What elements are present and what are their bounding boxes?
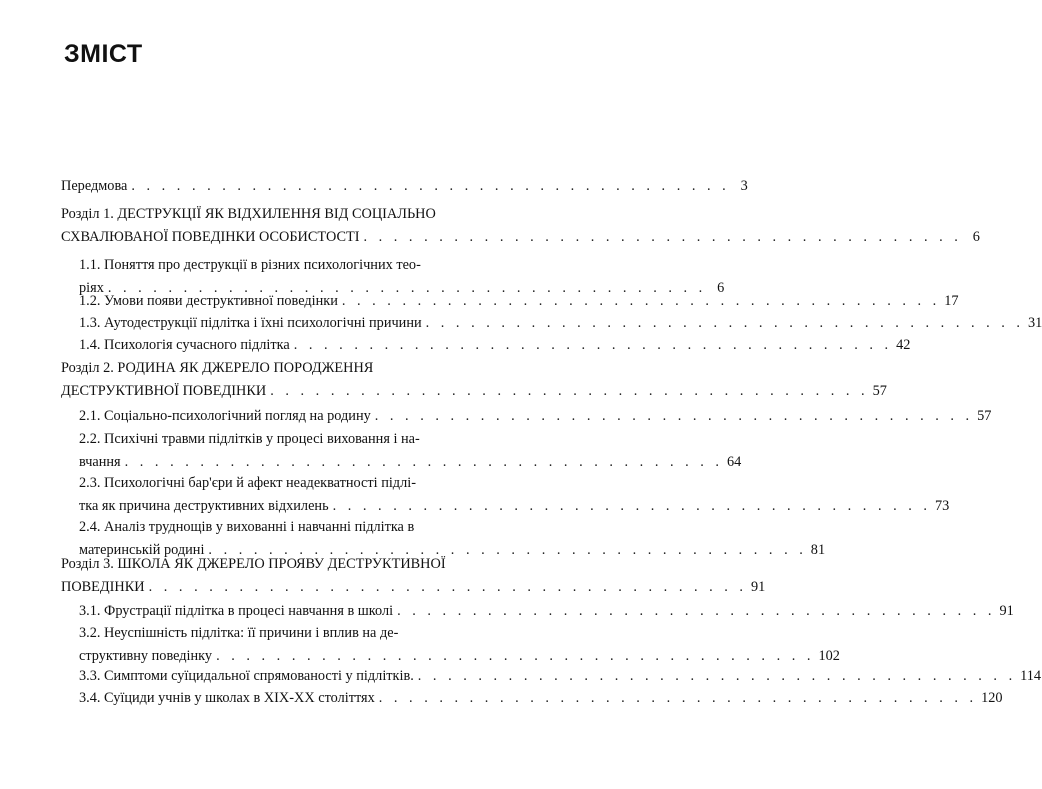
toc-page-number: 42 — [896, 337, 911, 353]
toc-entry-text: Розділ 2. РОДИНА ЯК ДЖЕРЕЛО ПОРОДЖЕННЯ — [61, 360, 374, 376]
toc-entry-text: 2.3. Психологічні бар'єри й афект неадекватності підлі- — [79, 475, 416, 491]
toc-page-number: 81 — [810, 541, 826, 558]
dot-leader: . . . . . . . . . . . . . . . . . . . . . . . . . . . . . . . . . . . . . . . . — [216, 647, 815, 664]
toc-page-number: 3 — [740, 178, 748, 194]
dot-leader: . . . . . . . . . . . . . . . . . . . . . . . . . . . . . . . . . . . . . . . . — [131, 178, 730, 194]
dot-leader: . . . . . . . . . . . . . . . . . . . . . . . . . . . . . . . . . . . . . . . . — [124, 453, 723, 470]
toc-entry-text: ПОВЕДІНКИ — [61, 578, 145, 595]
toc-entry-2-2[interactable] — [79, 428, 742, 473]
toc-entry-text: 1.3. Аутодеструкції підлітка і їхні психологічні причини — [79, 315, 422, 331]
toc-entry-text: тка як причина деструктивних відхилень — [79, 497, 329, 514]
toc-page-number: 57 — [977, 408, 992, 424]
toc-entry-text: 3.1. Фрустрації підлітка в процесі навчання в школі — [79, 603, 394, 619]
page-title: ЗМІСТ — [64, 40, 143, 68]
dot-leader: . . . . . . . . . . . . . . . . . . . . . . . . . . . . . . . . . . . . . . . . — [293, 337, 893, 353]
toc-page-number: 114 — [1020, 668, 1042, 684]
toc-page-number: 102 — [818, 647, 840, 664]
toc-entry-text: ріях — [79, 279, 104, 296]
dot-leader: . . . . . . . . . . . . . . . . . . . . . . . . . . . . . . . . . . . . . . . . — [425, 315, 1024, 331]
toc-page-number: 31 — [1028, 315, 1042, 331]
toc-entry-text: 2.4. Аналіз труднощів у вихованні і навчанні підлітка в — [79, 519, 415, 535]
toc-entry-section-1[interactable] — [61, 203, 980, 248]
toc-entry-section-3[interactable] — [61, 553, 766, 598]
toc-entry-2-1[interactable] — [79, 405, 992, 428]
toc-page-number: 91 — [999, 603, 1014, 619]
toc-entry-text: Розділ 3. ШКОЛА ЯК ДЖЕРЕЛО ПРОЯВУ ДЕСТРУКТИВНОЇ — [61, 556, 446, 572]
toc-entry-text: 2.2. Психічні травми підлітків у процесі виховання і на- — [79, 431, 420, 447]
toc-entry-text: материнській родині — [79, 541, 205, 558]
toc-entry-1-2[interactable] — [79, 290, 959, 313]
toc-page-number: 91 — [751, 578, 766, 595]
toc-entry-1-4[interactable] — [79, 334, 911, 357]
toc-page-number: 120 — [981, 690, 1003, 706]
toc-entry-3-4[interactable] — [79, 687, 1003, 710]
toc-entry-2-3[interactable] — [79, 472, 950, 517]
toc-entry-text: вчання — [79, 453, 121, 470]
dot-leader: . . . . . . . . . . . . . . . . . . . . . . . . . . . . . . . . . . . . . . . . — [341, 293, 941, 309]
toc-entry-text: 3.2. Неуспішність підлітка: її причини і вплив на де- — [79, 625, 399, 641]
toc-entry-text: 2.1. Соціально-психологічний погляд на родину — [79, 408, 371, 424]
toc-entry-text: СХВАЛЮВАНОЇ ПОВЕДІНКИ ОСОБИСТОСТІ — [61, 228, 360, 245]
toc-page-number: 17 — [944, 293, 959, 309]
toc-entry-text: структивну поведінку — [79, 647, 213, 664]
toc-page-number: 73 — [934, 497, 950, 514]
dot-leader: . . . . . . . . . . . . . . . . . . . . . . . . . . . . . . . . . . . . . . . . — [107, 279, 707, 296]
toc-entry-text: 1.4. Психологія сучасного підлітка — [79, 337, 290, 353]
toc-page-number: 64 — [727, 453, 742, 470]
toc-entry-3-1[interactable] — [79, 600, 1014, 623]
toc-page-number: 6 — [717, 279, 725, 296]
toc-entry-3-3[interactable] — [79, 665, 1042, 688]
dot-leader: . . . . . . . . . . . . . . . . . . . . . . . . . . . . . . . . . . . . . . . . — [378, 690, 978, 706]
toc-entry-text: ДЕСТРУКТИВНОЇ ПОВЕДІНКИ — [61, 382, 267, 399]
toc-entry-text: Розділ 1. ДЕСТРУКЦІЇ ЯК ВІДХИЛЕННЯ ВІД СОЦІАЛЬНО — [61, 206, 436, 222]
toc-entry-text: 3.4. Суїциди учнів у школах в ХІХ-ХХ століттях — [79, 690, 375, 706]
toc-entry-text: Передмова — [61, 178, 128, 194]
toc-entry-text: 1.1. Поняття про деструкції в різних психологічних тео- — [79, 257, 421, 273]
dot-leader: . . . . . . . . . . . . . . . . . . . . . . . . . . . . . . . . . . . . . . . . — [363, 228, 962, 245]
toc-entry-section-2[interactable] — [61, 357, 887, 402]
toc-entry-1-3[interactable] — [79, 312, 1042, 335]
dot-leader: . . . . . . . . . . . . . . . . . . . . . . . . . . . . . . . . . . . . . . . . — [374, 408, 974, 424]
dot-leader: . . . . . . . . . . . . . . . . . . . . . . . . . . . . . . . . . . . . . . . . — [417, 668, 1017, 684]
dot-leader: . . . . . . . . . . . . . . . . . . . . . . . . . . . . . . . . . . . . . . . . — [270, 382, 869, 399]
toc-entry-preface[interactable] — [61, 175, 748, 198]
toc-page-number: 6 — [972, 228, 980, 245]
toc-entry-text: 3.3. Симптоми суїцидальної спрямованості у підлітків. — [79, 668, 414, 684]
dot-leader: . . . . . . . . . . . . . . . . . . . . . . . . . . . . . . . . . . . . . . . . — [208, 541, 807, 558]
dot-leader: . . . . . . . . . . . . . . . . . . . . . . . . . . . . . . . . . . . . . . . . — [332, 497, 931, 514]
toc-page-number: 57 — [872, 382, 887, 399]
toc-entry-3-2[interactable] — [79, 622, 840, 667]
toc-entry-text: 1.2. Умови появи деструктивної поведінки — [79, 293, 338, 309]
dot-leader: . . . . . . . . . . . . . . . . . . . . . . . . . . . . . . . . . . . . . . . . — [397, 603, 996, 619]
dot-leader: . . . . . . . . . . . . . . . . . . . . . . . . . . . . . . . . . . . . . . . . — [148, 578, 747, 595]
